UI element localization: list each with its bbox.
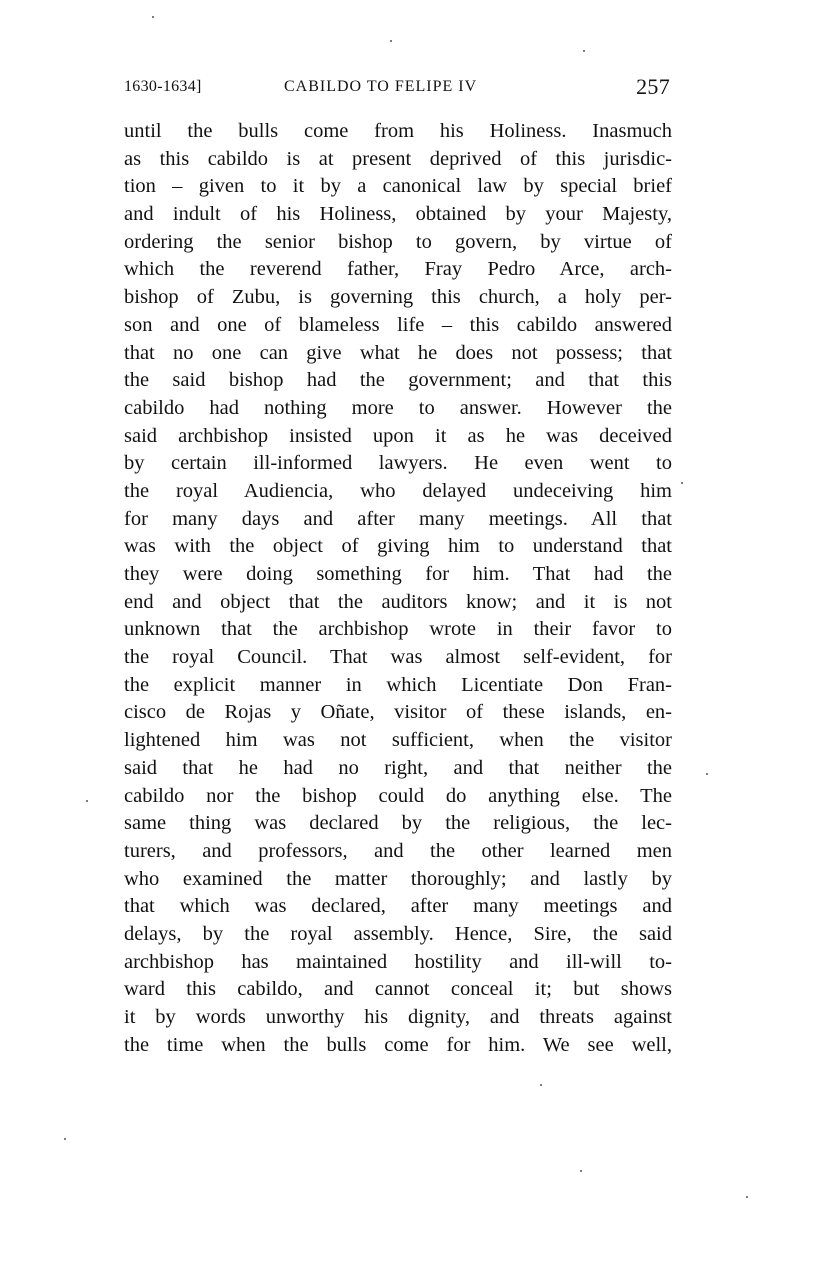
text-line: cabildo nor the bishop could do anything else. The	[124, 784, 672, 807]
text-line: that which was declared, after many meetings and	[124, 895, 672, 918]
text-line: cisco de Rojas y Oñate, visitor of these islands, en-	[124, 701, 672, 724]
text-line: until the bulls come from his Holiness. Inasmuch	[124, 120, 672, 142]
text-line: tion – given to it by a canonical law by special brief	[124, 175, 672, 198]
scan-speck	[580, 1170, 582, 1172]
text-line: that no one can give what he does not possess; that	[124, 341, 672, 364]
scan-speck	[583, 50, 585, 52]
scan-speck	[390, 40, 392, 42]
text-line: the royal Council. That was almost self-evident, for	[124, 646, 672, 669]
scan-speck	[706, 773, 708, 775]
text-line: archbishop has maintained hostility and ill-will to-	[124, 950, 672, 973]
scan-speck	[681, 482, 683, 484]
text-line: who examined the matter thoroughly; and lastly by	[124, 867, 672, 890]
text-line: for many days and after many meetings. All that	[124, 507, 672, 530]
scan-speck	[152, 16, 154, 18]
text-line: the explicit manner in which Licentiate Don Fran-	[124, 673, 672, 696]
text-line: lightened him was not sufficient, when the visitor	[124, 729, 672, 752]
scan-speck	[540, 1084, 542, 1086]
text-line: was with the object of giving him to understand that	[124, 535, 672, 558]
text-line: delays, by the royal assembly. Hence, Sire, the said	[124, 922, 672, 945]
running-head-title: CABILDO TO FELIPE IV	[284, 78, 478, 95]
text-line: same thing was declared by the religious, the lec-	[124, 812, 672, 835]
text-line: the royal Audiencia, who delayed undeceiving him	[124, 479, 672, 502]
text-line: said that he had no right, and that neither the	[124, 756, 672, 779]
page-number: 257	[636, 74, 670, 99]
text-line: the time when the bulls come for him. We see well,	[124, 1033, 672, 1056]
scan-speck	[86, 800, 88, 802]
scan-speck	[64, 1138, 66, 1140]
text-line: said archbishop insisted upon it as he was deceived	[124, 424, 672, 447]
text-line: which the reverend father, Fray Pedro Arce, arch-	[124, 258, 672, 281]
text-line: by certain ill-informed lawyers. He even went to	[124, 452, 672, 475]
text-line: cabildo had nothing more to answer. However the	[124, 396, 672, 419]
text-line: ward this cabildo, and cannot conceal it; but shows	[124, 978, 672, 1001]
text-line: as this cabildo is at present deprived of this jurisdic-	[124, 147, 672, 170]
body-text	[124, 118, 672, 1059]
text-line: turers, and professors, and the other learned men	[124, 839, 672, 862]
text-line: the said bishop had the government; and that this	[124, 369, 672, 392]
text-line: they were doing something for him. That had the	[124, 563, 672, 585]
running-head	[124, 74, 674, 104]
text-line: ordering the senior bishop to govern, by virtue of	[124, 230, 672, 253]
text-line: end and object that the auditors know; and it is not	[124, 590, 672, 613]
text-line: unknown that the archbishop wrote in their favor to	[124, 618, 672, 641]
scan-speck	[746, 1196, 748, 1198]
text-line: son and one of blameless life – this cabildo answered	[124, 313, 672, 336]
text-line: bishop of Zubu, is governing this church, a holy per-	[124, 286, 672, 309]
text-line: it by words unworthy his dignity, and threats against	[124, 1006, 672, 1028]
running-head-dates: 1630-1634]	[124, 78, 202, 95]
text-line: and indult of his Holiness, obtained by your Majesty,	[124, 203, 672, 226]
